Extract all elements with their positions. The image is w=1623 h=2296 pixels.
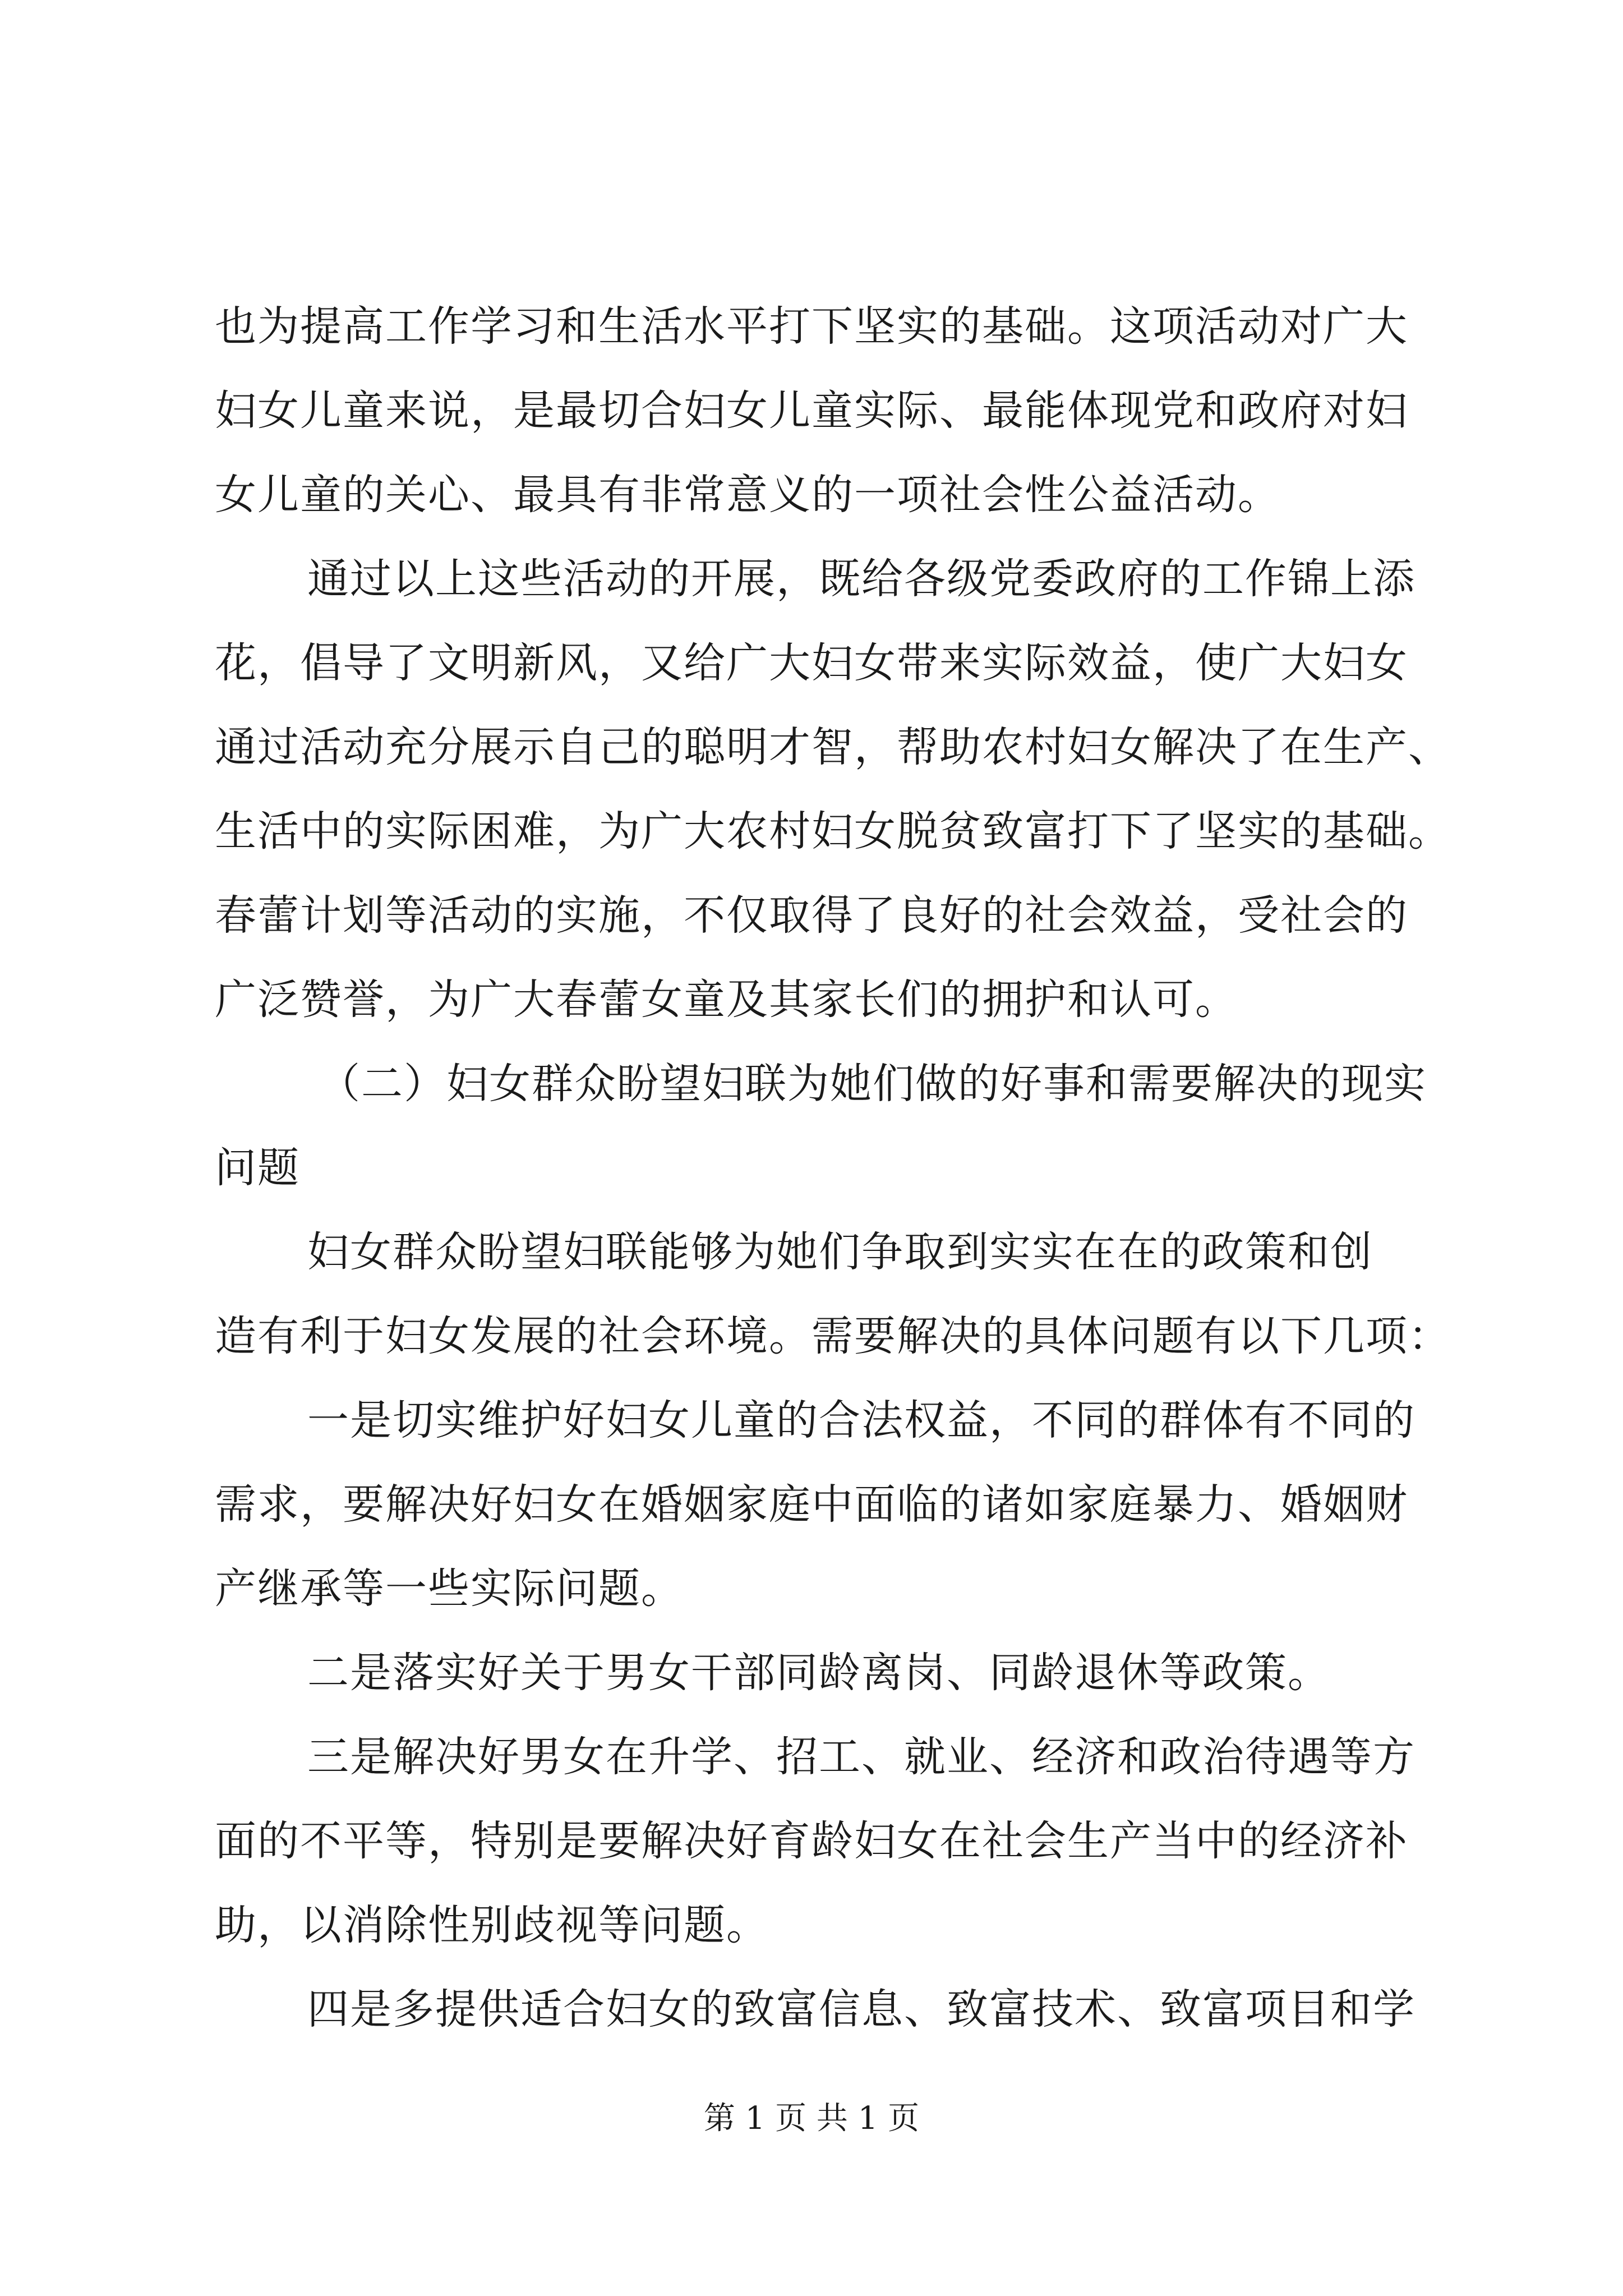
body-line: 产继承等一些实际问题。 [215, 1565, 684, 1613]
section-heading-continued: 问题 [215, 1144, 300, 1192]
body-line: 造有利于妇女发展的社会环境。需要解决的具体问题有以下几项： [215, 1312, 1451, 1360]
body-line: 女儿童的关心、最具有非常意义的一项社会性公益活动。 [215, 471, 1280, 519]
paragraph-first-line: 通过以上这些活动的开展，既给各级党委政府的工作锦上添 [307, 555, 1415, 603]
body-line: 生活中的实际困难，为广大农村妇女脱贫致富打下了坚实的基础。 [215, 807, 1451, 855]
body-line: 妇女儿童来说，是最切合妇女儿童实际、最能体现党和政府对妇 [215, 386, 1408, 435]
paragraph-first-line: 一是切实维护好妇女儿童的合法权益，不同的群体有不同的 [307, 1396, 1415, 1444]
paragraph-first-line: 四是多提供适合妇女的致富信息、致富技术、致富项目和学 [307, 1985, 1415, 2033]
page-footer: 第 1 页 共 1 页 [703, 2100, 920, 2137]
body-line: 通过活动充分展示自己的聪明才智，帮助农村妇女解决了在生产、 [215, 723, 1451, 771]
paragraph-first-line: 二是落实好关于男女干部同龄离岗、同龄退休等政策。 [307, 1649, 1330, 1697]
body-line: 面的不平等，特别是要解决好育龄妇女在社会生产当中的经济补 [215, 1817, 1408, 1865]
body-line: 也为提高工作学习和生活水平打下坚实的基础。这项活动对广大 [215, 302, 1408, 351]
body-line: 助，以消除性别歧视等问题。 [215, 1901, 769, 1949]
body-line: 广泛赞誉，为广大春蕾女童及其家长们的拥护和认可。 [215, 976, 1238, 1024]
section-heading: （二）妇女群众盼望妇联为她们做的好事和需要解决的现实 [319, 1060, 1427, 1108]
paragraph-first-line: 妇女群众盼望妇联能够为她们争取到实实在在的政策和创 [307, 1228, 1373, 1276]
body-line: 花，倡导了文明新风，又给广大妇女带来实际效益，使广大妇女 [215, 639, 1408, 687]
body-line: 需求，要解决好妇女在婚姻家庭中面临的诸如家庭暴力、婚姻财 [215, 1480, 1408, 1529]
paragraph-first-line: 三是解决好男女在升学、招工、就业、经济和政治待遇等方 [307, 1733, 1415, 1781]
body-line: 春蕾计划等活动的实施，不仅取得了良好的社会效益，受社会的 [215, 891, 1408, 940]
